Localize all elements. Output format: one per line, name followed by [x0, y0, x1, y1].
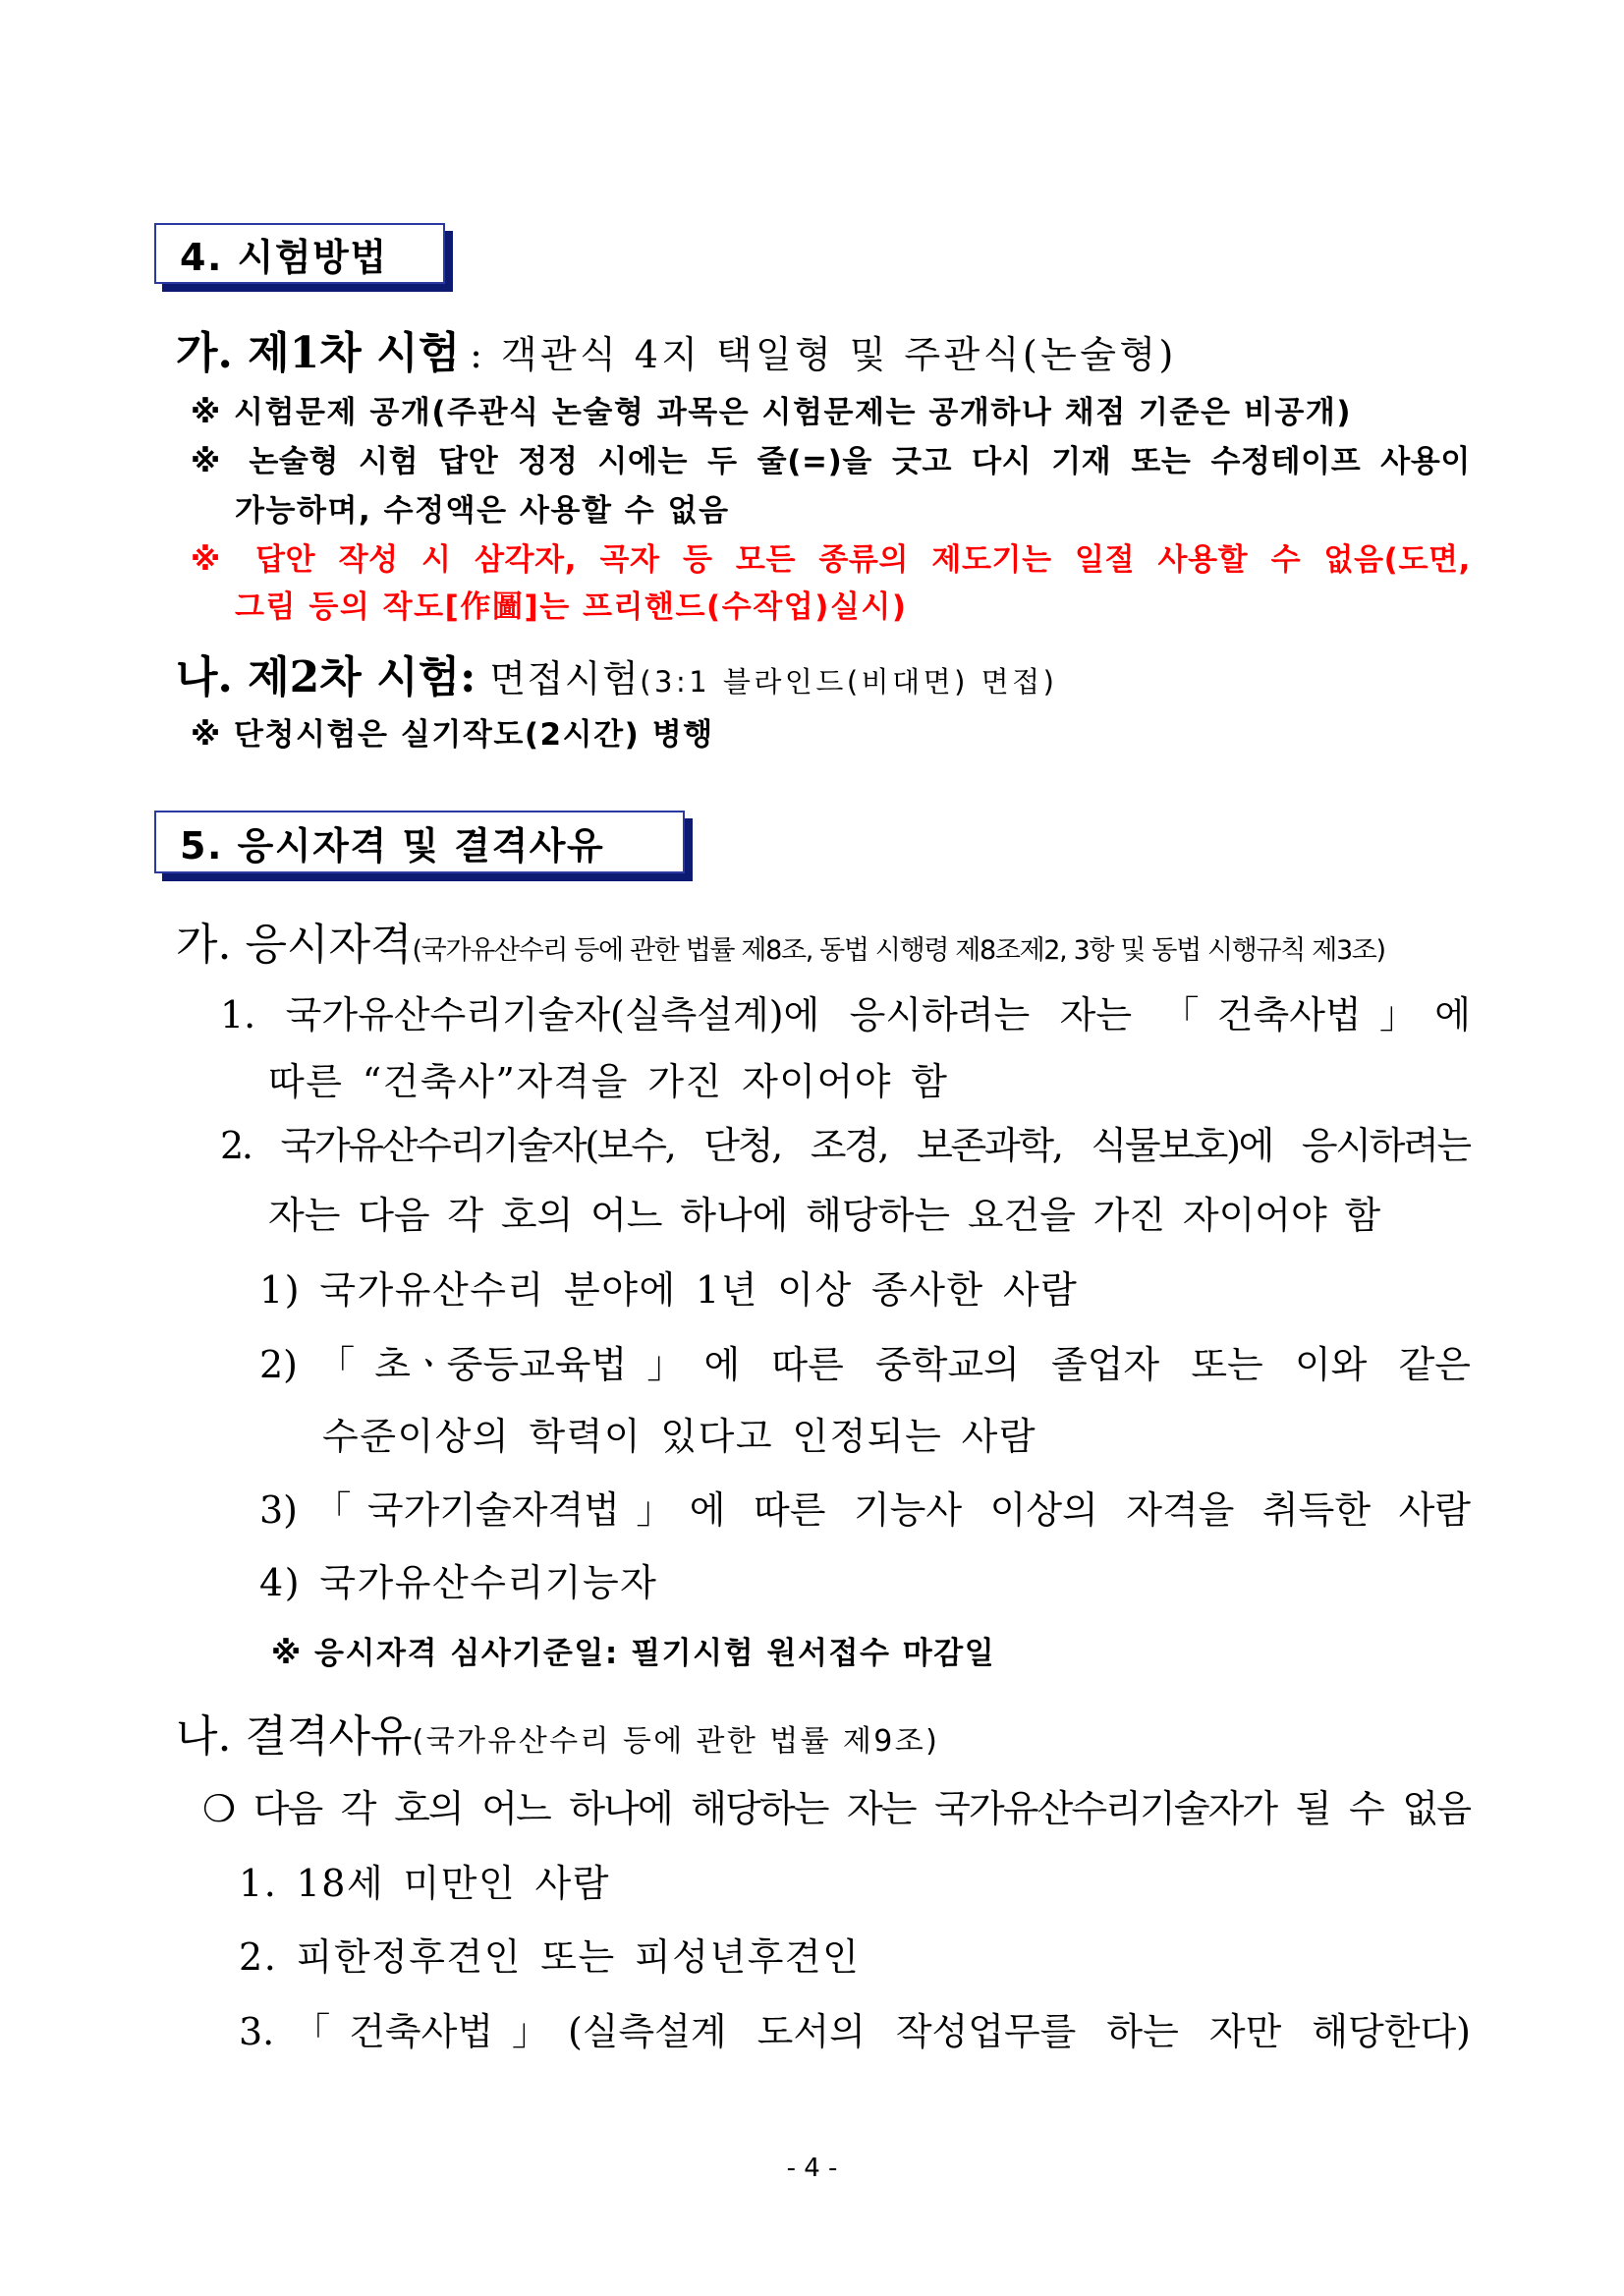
note-dancheong-practical: ※ 단청시험은 실기작도(2시간) 병행 [191, 717, 714, 753]
disqualification-heading [176, 1709, 939, 1764]
disqualification-lead-text: 다음 각 호의 어느 하나에 해당하는 자는 국가유산수리기술자가 될 수 없음 [252, 1787, 1471, 1830]
section-5-title-box [154, 811, 685, 873]
page-number: - 4 - [786, 2154, 838, 2183]
note-exam-disclosure: ※ 시험문제 공개(주관식 논술형 과목은 시험문제는 공개하나 채점 기준은 비공개) [191, 395, 1353, 430]
first-exam-label: 가. 제1차 시험 [176, 328, 461, 378]
requirement-2-line-1: 2)「초ㆍ중등교육법」에 따른 중학교의 졸업자 또는 이와 같은 [259, 1343, 1471, 1386]
requirement-2-line-2: 수준이상의 학력이 있다고 인정되는 사람 [322, 1415, 1037, 1458]
first-exam-heading [176, 326, 1177, 381]
qualification-legal-basis: (국가유산수리 등에 관한 법률 제8조, 동법 시행령 제8조제2, 3항 및 동법 시행규칙 제3조) [412, 935, 1385, 966]
section-4-title-box [154, 223, 445, 284]
requirement-1: 1) 국가유산수리 분야에 1년 이상 종사한 사람 [259, 1268, 1079, 1312]
qualification-item-1-line-2: 따른 “건축사”자격을 가진 자이어야 함 [268, 1060, 949, 1103]
second-exam-heading [176, 650, 1057, 705]
qualification-heading [176, 918, 1385, 973]
first-exam-description: : 객관식 4지 택일형 및 주관식(논술형) [470, 333, 1177, 376]
disqualification-item-1: 1. 18세 미만인 사람 [239, 1862, 610, 1905]
qualification-item-2-line-1: 2. 국가유산수리기술자(보수, 단청, 조경, 보존과학, 식물보호)에 응시하려는 [220, 1124, 1471, 1167]
qualification-item-1-line-1: 1. 국가유산수리기술자(실측설계)에 응시하려는 자는 「건축사법」에 [220, 993, 1471, 1036]
section-4-title: 4. 시험방법 [180, 235, 388, 279]
disqualification-legal-basis: (국가유산수리 등에 관한 법률 제9조) [412, 1724, 940, 1759]
section-5-title: 5. 응시자격 및 결격사유 [180, 823, 605, 868]
disqualification-item-3: 3.「건축사법」(실측설계 도서의 작성업무를 하는 자만 해당한다) [239, 2010, 1471, 2053]
requirement-3: 3)「국가기술자격법」에 따른 기능사 이상의 자격을 취득한 사람 [259, 1488, 1471, 1532]
circle-bullet-icon: ❍ [202, 1787, 235, 1830]
note-answer-correction-line-1: ※ 논술형 시험 답안 정정 시에는 두 줄(=)을 긋고 다시 기재 또는 수정테이프 사용이 [191, 444, 1471, 479]
qualification-reference-date-note: ※ 응시자격 심사기준일: 필기시험 원서접수 마감일 [271, 1636, 996, 1671]
disqualification-lead [202, 1783, 1471, 1834]
disqualification-label: 나. 결격사유 [176, 1711, 413, 1762]
qualification-label: 가. 응시자격 [176, 920, 413, 970]
requirement-4: 4) 국가유산수리기능자 [259, 1561, 658, 1604]
second-exam-method: 면접시험 [489, 657, 641, 700]
note-drafting-tools-line-1: ※ 답안 작성 시 삼각자, 곡자 등 모든 종류의 제도기는 일절 사용할 수 없음(도면, [191, 542, 1471, 578]
second-exam-label: 나. 제2차 시험: [176, 652, 476, 702]
second-exam-detail: (3:1 블라인드(비대면) 면접) [640, 665, 1058, 699]
qualification-item-2-line-2: 자는 다음 각 호의 어느 하나에 해당하는 요건을 가진 자이어야 함 [268, 1194, 1381, 1237]
note-answer-correction-line-2: 가능하며, 수정액은 사용할 수 없음 [235, 493, 730, 529]
note-drafting-tools-line-2: 그림 등의 작도[作圖]는 프리핸드(수작업)실시) [235, 589, 908, 625]
disqualification-item-2: 2. 피한정후견인 또는 피성년후견인 [239, 1935, 861, 1979]
